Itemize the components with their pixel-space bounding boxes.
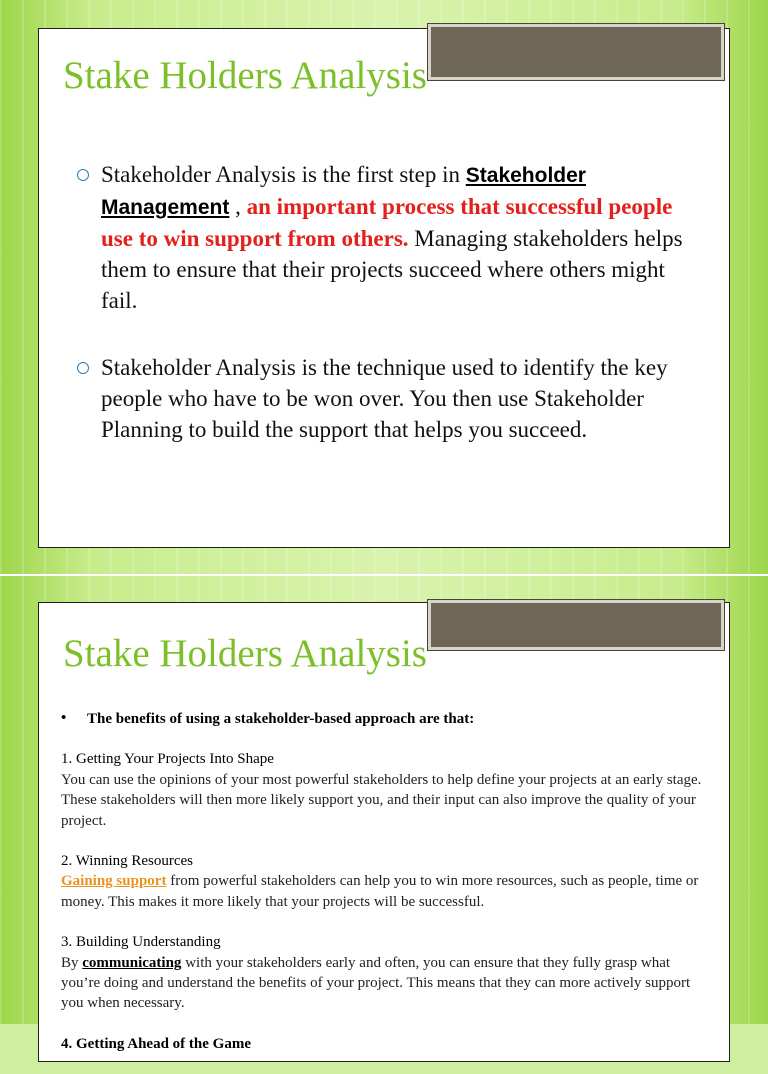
slide-1-content-card	[38, 28, 730, 548]
bullet-1-text-b: Managing stakeholders helps them to ensure that their projects succeed where others might fail.	[101, 226, 683, 313]
benefits-lead	[61, 709, 711, 729]
bullet-item-1	[79, 159, 699, 316]
benefit-3-body	[61, 953, 711, 1014]
title-tab-decoration	[427, 23, 725, 81]
benefit-3-heading: 3. Building Understanding	[61, 934, 221, 951]
benefit-3-text: with your stakeholders early and often, you can ensure that they fully grasp what you’re doing and understand the benefits of your project. This means that they can more actively support you when necessary.	[61, 954, 691, 1012]
benefit-section-2	[61, 851, 711, 912]
bullet-2-text: Stakeholder Analysis is the technique used to identify the key people who have to be won over. You then use Stakeholder Planning to build the support that helps you succeed.	[101, 355, 668, 442]
slide-1-title: Stake Holders Analysis	[63, 54, 427, 97]
circle-bullet-icon	[77, 169, 89, 181]
benefit-2-text: from powerful stakeholders can help you to win more resources, such as people, time or money. This makes it more likely that your projects will be successful.	[61, 873, 699, 910]
benefit-section-4	[61, 1034, 711, 1054]
benefit-3-pre: By	[61, 954, 83, 971]
benefit-1-text: You can use the opinions of your most powerful stakeholders to help define your projects at an early stage. These stakeholders will then more likely support you, and their input can also improve the quality of your project.	[61, 771, 702, 829]
bullet-1-separator: ,	[229, 194, 247, 219]
circle-bullet-icon	[77, 362, 89, 374]
benefit-4-heading: 4. Getting Ahead of the Game	[61, 1035, 251, 1052]
benefit-1-heading: 1. Getting Your Projects Into Shape	[61, 751, 274, 768]
slide-2-content-card	[38, 602, 730, 1062]
bullet-1-highlight: an important process that successful people use to win support from others.	[101, 194, 673, 251]
bullet-dot-icon: •	[61, 710, 67, 726]
title-tab-decoration	[427, 599, 725, 651]
bullet-1-text-a: Stakeholder Analysis is the first step in	[101, 162, 461, 187]
slide-2-body	[61, 709, 711, 1074]
bullet-item-2	[79, 352, 699, 445]
slide-1-bullet-list	[79, 159, 699, 481]
benefit-section-1	[61, 749, 711, 831]
stakeholder-management-link[interactable]: Stakeholder Management	[101, 164, 586, 219]
benefit-2-body	[61, 871, 711, 912]
benefits-lead-text: The benefits of using a stakeholder-based approach are that:	[87, 711, 475, 727]
benefit-section-3	[61, 932, 711, 1014]
slide-2	[0, 576, 768, 1052]
benefit-2-heading: 2. Winning Resources	[61, 853, 194, 870]
communicating-link[interactable]: communicating	[82, 954, 182, 971]
slide-2-title: Stake Holders Analysis	[63, 632, 427, 675]
gaining-support-link[interactable]: Gaining support	[61, 873, 167, 890]
